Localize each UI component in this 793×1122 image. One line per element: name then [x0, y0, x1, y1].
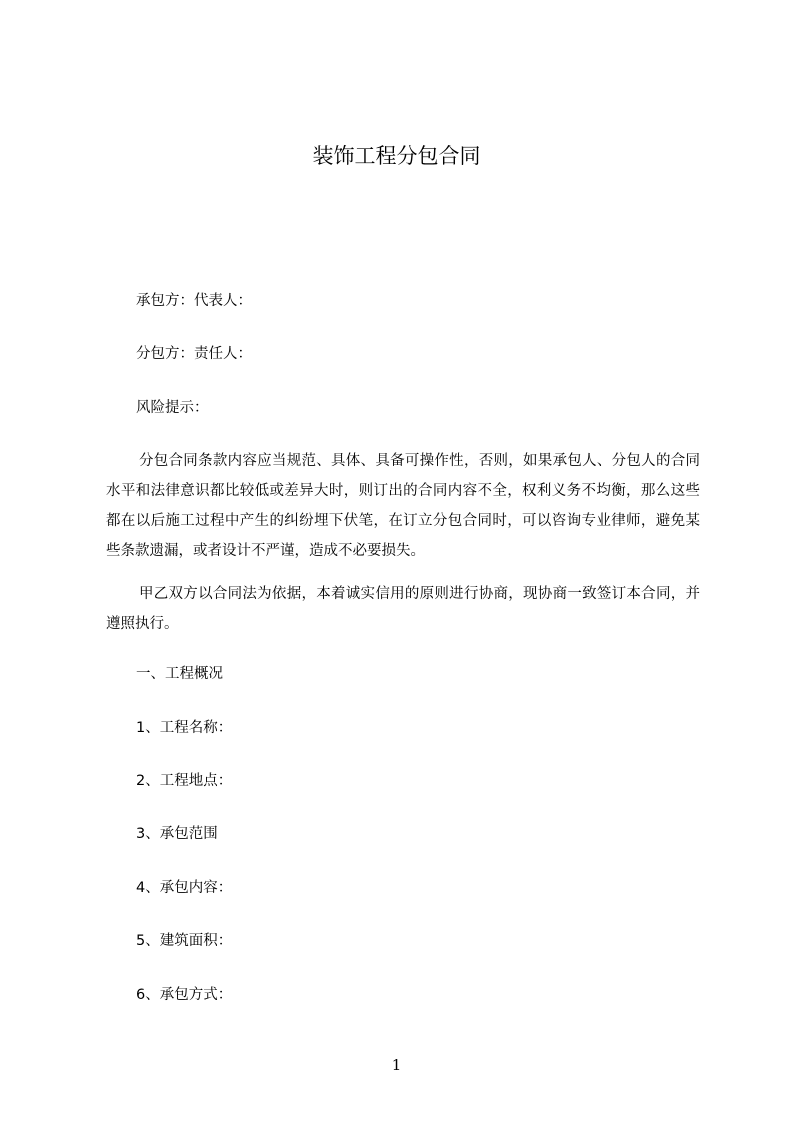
page-number: 1 [391, 1056, 402, 1074]
item-project-location: 2、工程地点： [136, 773, 233, 789]
item-contract-content: 4、承包内容： [136, 880, 233, 896]
item-project-name: 1、工程名称： [136, 720, 233, 736]
risk-heading: 风险提示： [136, 400, 209, 416]
document-title: 装饰工程分包合同 [312, 144, 481, 168]
basis-paragraph: 甲乙双方以合同法为依据，本着诚实信用的原则进行协商，现协商一致签订本合同，并遵照执行。 [106, 586, 700, 632]
item-contract-method: 6、承包方式： [136, 987, 233, 1003]
subcontractor-line: 分包方：责任人： [136, 346, 252, 362]
contractor-line: 承包方：代表人： [136, 293, 252, 309]
item-contract-scope: 3、承包范围 [136, 826, 218, 842]
risk-paragraph: 分包合同条款内容应当规范、具体、具备可操作性，否则，如果承包人、分包人的合同水平和法律意识都比较低或差异大时，则订出的合同内容不全，权利义务不均衡，那么这些都在以后施工过程中产生的纠纷埋下伏笔，在订立分包合同时，可以咨询专业律师，避免某些条款遗漏，或者设计不严谨，造成不必要损失。 [106, 453, 700, 559]
item-building-area: 5、建筑面积： [136, 933, 233, 949]
section-heading-project-overview: 一、工程概况 [136, 666, 223, 682]
